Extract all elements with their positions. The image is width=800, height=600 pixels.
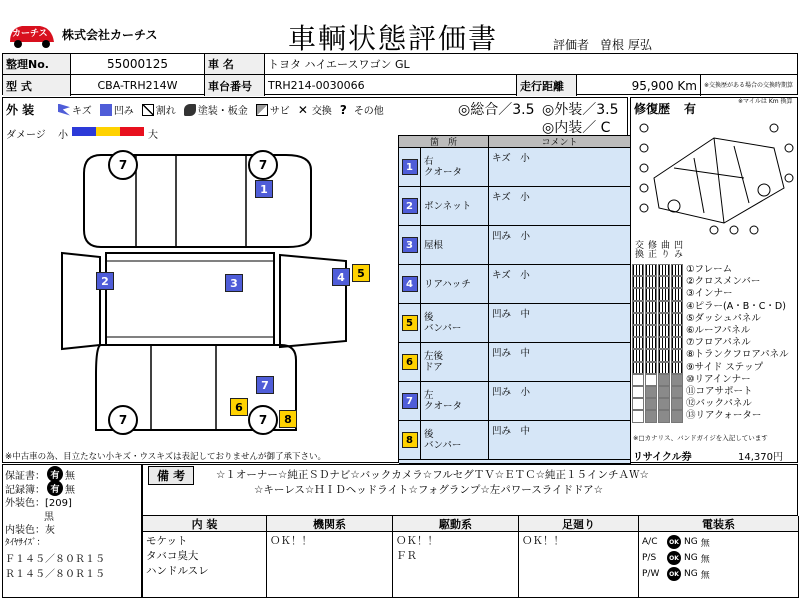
shadai-label: 車台番号 [205, 75, 265, 96]
paint-icon [184, 104, 196, 116]
gaisou-color: 黒 [44, 512, 54, 523]
repair-item-label: ②クロスメンバー [686, 276, 761, 288]
repair-label: 修復歴 [634, 102, 671, 116]
katashiki-value: CBA-TRH214W [71, 75, 205, 96]
marker-7: 7 [256, 376, 274, 394]
repair-item-label: ⑤ダッシュパネル [686, 312, 761, 324]
repair-check-cell [671, 362, 683, 374]
legend-other: ? その他 [339, 102, 384, 117]
legend-crack: 割れ [142, 102, 176, 117]
mileage-label: 走行距離 [517, 75, 577, 96]
tire-front: Ｆ１４５／８０Ｒ１５ [5, 554, 105, 565]
parts-row-comment: 凹み 小 [489, 382, 631, 421]
parts-row-marker: 4 [399, 265, 421, 304]
repair-check-cell [645, 374, 657, 386]
repair-check-cell [671, 386, 683, 398]
repair-check-cell [632, 374, 644, 386]
damage-scale-small: 小 [58, 130, 68, 141]
repair-check-cell [658, 276, 670, 288]
repair-note: ※マイルは Km 換算 [738, 98, 793, 105]
repair-col-2: 曲り [659, 240, 669, 258]
damage-scale-large: 大 [148, 130, 158, 141]
marker-6: 6 [230, 398, 248, 416]
repair-item-label: ①フレーム [686, 264, 733, 275]
repair-item-label: ⑧トランクフロアパネル [686, 349, 789, 361]
legend-rust: サビ [256, 102, 290, 117]
parts-row-part: 後 バンパー [421, 304, 489, 343]
repair-check-cell [632, 398, 644, 410]
kudou-header: 駆動系 [393, 516, 519, 532]
ashi-item: ＯＫ！！ [522, 535, 564, 547]
remarks-line1: ☆１オーナー☆純正ＳＤナビ☆バックカメラ☆フルセグＴＶ☆ＥＴＣ☆純正１５インチＡＷ☆ [216, 469, 649, 481]
remarks-label: 備 考 [148, 466, 194, 485]
legend-dent: 凹み [100, 102, 134, 117]
katashiki-label: 型 式 [3, 75, 71, 96]
parts-row-comment: 凹み 中 [489, 421, 631, 460]
parts-row-part: リアハッチ [421, 265, 489, 304]
repair-check-cell [632, 386, 644, 398]
repair-check-cell [671, 276, 683, 288]
shamei-value: トヨタ ハイエースワゴン GL [265, 54, 797, 75]
marker-3: 3 [225, 274, 243, 292]
gaisou-row: 外装色：[209] [5, 498, 72, 509]
repair-check-cell [632, 362, 644, 374]
repair-check-cell [632, 264, 644, 276]
repair-value: 有 [684, 102, 697, 116]
car-diagram [56, 145, 396, 445]
repair-check-cell [632, 337, 644, 349]
repair-check-cell [632, 313, 644, 325]
repair-col-headers [632, 240, 684, 262]
repair-check-cell [671, 288, 683, 300]
logo [4, 20, 58, 50]
parts-row-marker: 5 [399, 304, 421, 343]
repair-item-label: ⑬リアクォーター [686, 410, 762, 422]
repair-check-cell [645, 337, 657, 349]
mileage-note: ※交換歴がある場合の交換時期算 [704, 81, 794, 89]
parts-row-marker: 7 [399, 382, 421, 421]
naisou-header: 内 装 [143, 516, 267, 532]
repair-check-cell [658, 410, 670, 422]
parts-table [398, 135, 630, 463]
kikan-header: 機関系 [267, 516, 393, 532]
parts-row-marker: 6 [399, 343, 421, 382]
parts-row-part: 屋根 [421, 226, 489, 265]
denso-row-pw: P/W OK NG 無 [642, 569, 710, 581]
hoshou-row: 保証書： 有 無 [5, 466, 75, 482]
repair-col-1: 修正 [646, 240, 656, 258]
other-icon: ? [339, 102, 347, 117]
parts-row-comment: 凹み 中 [489, 304, 631, 343]
tire-label: ﾀｲﾔｻｲｽﾞ： [5, 538, 46, 548]
shadai-value: TRH214-0030066 [265, 75, 517, 96]
repair-check-cell [632, 349, 644, 361]
wheel-front-left: 7 [108, 150, 138, 180]
evaluator-name: 曽根 厚弘 [600, 38, 652, 52]
denso-col [639, 532, 799, 598]
repair-check-cell [658, 313, 670, 325]
kiroku-have: 有 [47, 480, 63, 496]
repair-check-cell [645, 288, 657, 300]
parts-row-marker: 2 [399, 187, 421, 226]
parts-row-comment: キズ 小 [489, 187, 631, 226]
denso-row-ac: A/C OK NG 無 [642, 537, 710, 549]
marker-1: 1 [255, 180, 273, 198]
info-table [2, 53, 798, 95]
parts-row-comment: 凹み 小 [489, 226, 631, 265]
recycle-label: リサイクル券 [633, 452, 692, 463]
shamei-label: 車 名 [205, 54, 265, 75]
repair-check-cell [658, 264, 670, 276]
parts-row-part: 左後 ドア [421, 343, 489, 382]
denso-header: 電装系 [639, 516, 799, 532]
kudou-item: ＦＲ [396, 550, 417, 562]
bottom-table [142, 516, 798, 598]
parts-row-marker: 3 [399, 226, 421, 265]
kikan-col [267, 532, 393, 598]
scratch-icon [58, 104, 70, 116]
naisou-col [143, 532, 267, 598]
naisou-item: ハンドルスレ [146, 565, 209, 577]
parts-row-comment: キズ 小 [489, 265, 631, 304]
repair-check-cell [658, 301, 670, 313]
repair-item-label: ⑩リアインナー [686, 373, 751, 385]
repair-check-cell [645, 349, 657, 361]
damage-legend [58, 102, 384, 117]
kudou-col [393, 532, 519, 598]
legend-scratch: キズ [58, 102, 92, 117]
repair-check-cell [645, 276, 657, 288]
mileage-value: 95,900 Km [577, 75, 701, 96]
repair-check-cell [671, 301, 683, 313]
score-interior: ◎内装／ C [542, 120, 611, 136]
repair-check-cell [645, 264, 657, 276]
repair-check-cell [658, 386, 670, 398]
rust-icon [256, 104, 268, 116]
repair-check-cell [658, 325, 670, 337]
exterior-label: 外 装 [6, 103, 35, 117]
marker-5: 5 [352, 264, 370, 282]
repair-check-cell [645, 301, 657, 313]
repair-check-cell [645, 362, 657, 374]
legend-paint: 塗装・板金 [184, 102, 248, 117]
repair-check-cell [671, 313, 683, 325]
kudou-item: ＯＫ！！ [396, 535, 438, 547]
repair-item-label: ⑥ルーフパネル [686, 325, 751, 336]
repair-item-label: ⑪コアサポート [686, 386, 753, 397]
ok-mark-icon: OK [667, 551, 681, 565]
marker-2: 2 [96, 272, 114, 290]
crack-icon [142, 104, 154, 116]
logo-text: カーチス [12, 29, 48, 39]
wheel-rear-right: 7 [248, 405, 278, 435]
repair-check-cell [671, 264, 683, 276]
repair-check-cell [671, 349, 683, 361]
recycle-value: 14,370円 [738, 452, 783, 463]
repair-item-label: ③インナー [686, 288, 733, 300]
score-exterior: ◎外装／3.5 [542, 102, 619, 118]
legend-replace: ✕ 交換 [297, 102, 332, 117]
replace-icon: ✕ [297, 102, 308, 117]
page-title: 車輌状態評価書 [288, 22, 499, 55]
repair-grid [632, 264, 796, 424]
repair-check-cell [658, 398, 670, 410]
evaluator-label: 評価者 [553, 38, 590, 52]
marker-8: 8 [279, 410, 297, 428]
parts-header-part: 箇 所 [399, 136, 489, 148]
repair-item-label: ⑫バックパネル [686, 398, 752, 410]
repair-check-cell [645, 398, 657, 410]
repair-check-cell [632, 276, 644, 288]
repair-check-cell [658, 288, 670, 300]
ashi-header: 足廻り [519, 516, 639, 532]
naisou-row: 内装色：灰 [5, 525, 55, 536]
score-total: ◎総合／3.5 [458, 102, 535, 118]
parts-row-part: 左 クオータ [421, 382, 489, 421]
repair-check-cell [645, 325, 657, 337]
repair-check-cell [645, 313, 657, 325]
company-name: 株式会社カーチス [62, 28, 158, 42]
repair-check-cell [645, 386, 657, 398]
parts-row-part: 後 バンパー [421, 421, 489, 460]
repair-check-cell [658, 349, 670, 361]
repair-check-cell [658, 362, 670, 374]
parts-row-marker: 8 [399, 421, 421, 460]
repair-check-cell [671, 325, 683, 337]
repair-car-illustration [634, 118, 796, 238]
repair-col-3: 凹み [672, 240, 682, 258]
seiri-value: 55000125 [71, 54, 205, 75]
damage-scale-bar [72, 127, 144, 136]
repair-check-cell [671, 410, 683, 422]
ok-mark-icon: OK [667, 535, 681, 549]
repair-check-cell [658, 337, 670, 349]
dent-icon [100, 104, 112, 116]
denso-row-ps: P/S OK NG 無 [642, 553, 710, 565]
damage-scale-label: ダメージ [6, 130, 46, 141]
repair-check-cell [632, 301, 644, 313]
parts-row-marker: 1 [399, 148, 421, 187]
tire-rear: Ｒ１４５／８０Ｒ１５ [5, 569, 105, 580]
repair-item-label: ⑦フロアパネル [686, 337, 751, 349]
hoshou-have: 有 [47, 466, 63, 482]
parts-row-part: ボンネット [421, 187, 489, 226]
ashi-col [519, 532, 639, 598]
seiri-label: 整理No. [3, 54, 71, 75]
exterior-footnote: ※中古車の為、目立たない小キズ・ウスキズは表記しておりませんが御了承下さい。 [5, 452, 327, 462]
kikan-item: ＯＫ！！ [270, 535, 312, 547]
repair-check-cell [658, 374, 670, 386]
repair-check-cell [632, 325, 644, 337]
repair-col-0: 交換 [633, 240, 643, 258]
repair-check-cell [645, 410, 657, 422]
repair-check-cell [671, 374, 683, 386]
parts-header-comment: コメント [489, 136, 631, 148]
repair-check-cell [632, 288, 644, 300]
repair-item-label: ⑨サイド ステップ [686, 361, 764, 373]
repair-item-label: ④ピラー(A・B・C・D) [686, 300, 786, 312]
parts-row-part: 右 クオータ [421, 148, 489, 187]
remarks-line2: ☆キーレス☆ＨＩＤヘッドライト☆フォグランプ☆左パワースライドドア☆ [254, 484, 604, 496]
parts-row-comment: 凹み 中 [489, 343, 631, 382]
naisou-item: モケット [146, 535, 188, 547]
repair-check-cell [632, 410, 644, 422]
repair-check-cell [671, 398, 683, 410]
parts-row-comment: キズ 小 [489, 148, 631, 187]
wheel-rear-left: 7 [108, 405, 138, 435]
repair-note2: ※□カナリス、バンドガイジを入記しています [633, 434, 768, 442]
marker-4: 4 [332, 268, 350, 286]
kiroku-row: 記録簿： 有 無 [5, 480, 75, 496]
naisou-item: タバコ臭大 [146, 550, 199, 562]
wheel-front-right: 7 [248, 150, 278, 180]
ok-mark-icon: OK [667, 567, 681, 581]
repair-check-cell [671, 337, 683, 349]
